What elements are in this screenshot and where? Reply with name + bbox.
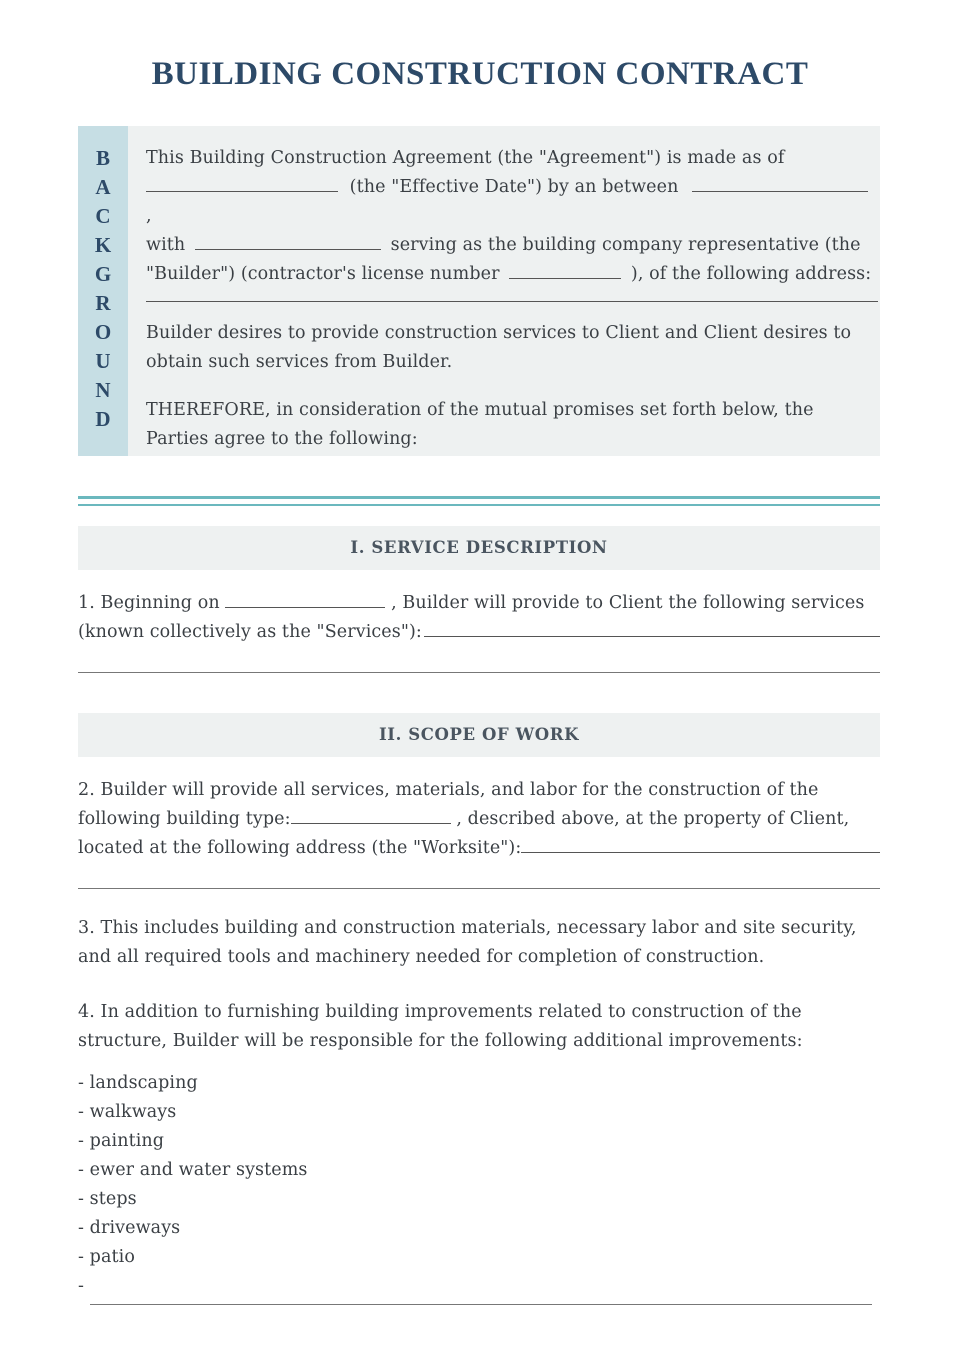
list-item: - steps xyxy=(78,1189,137,1209)
side-letter: D xyxy=(95,407,111,431)
background-side-label xyxy=(78,126,128,456)
list-item: - xyxy=(78,1276,85,1296)
side-letter: O xyxy=(94,320,112,344)
scope-paragraph-4: 4. In addition to furnishing building improvements related to construction of the structure, Builder will be responsible for the following additional improvements: xyxy=(78,1002,803,1051)
party-blank xyxy=(692,173,868,192)
side-letter: C xyxy=(95,204,111,228)
intro-paragraph-3: THEREFORE, in consideration of the mutual promises set forth below, the Parties agree to the following: xyxy=(146,400,814,449)
list-item: - patio xyxy=(78,1247,135,1267)
side-letter: G xyxy=(94,262,112,286)
text: 1. Beginning on xyxy=(78,593,220,613)
text: located at the following address (the "Worksite"): xyxy=(78,838,522,858)
services-blank xyxy=(424,618,880,637)
side-letter: K xyxy=(94,233,112,257)
effective-date-blank xyxy=(146,173,338,192)
intro-line-1: This Building Construction Agreement (the "Agreement") is made as of xyxy=(146,148,785,168)
intro-line-2 xyxy=(146,173,878,231)
start-date-blank xyxy=(225,589,385,608)
background-section xyxy=(78,126,880,456)
intro-line-3 xyxy=(146,231,878,260)
address-blank xyxy=(146,289,878,302)
text: following building type: xyxy=(78,809,291,829)
intro-paragraph-2: Builder desires to provide construction services to Client and Client desires to obtain such services from Builder. xyxy=(146,323,852,372)
comma: , xyxy=(146,206,152,226)
improvements-list xyxy=(78,1069,880,1301)
intro-text: (the "Effective Date") by an between xyxy=(349,177,679,197)
side-letter: U xyxy=(95,349,111,373)
text: 2. Builder will provide all services, materials, and labor for the construction of the xyxy=(78,780,819,800)
worksite-blank xyxy=(521,834,880,853)
intro-text: with xyxy=(146,235,186,255)
side-letter: R xyxy=(95,291,111,315)
intro-text: serving as the building company representative (the xyxy=(390,235,861,255)
side-letter: B xyxy=(95,146,110,170)
divider-line xyxy=(78,496,880,499)
text: , Builder will provide to Client the following services xyxy=(391,593,865,613)
license-number-blank xyxy=(509,260,621,279)
list-item: - landscaping xyxy=(78,1073,198,1093)
intro-text: ), of the following address: xyxy=(630,264,872,284)
list-item: - ewer and water systems xyxy=(78,1160,308,1180)
scope-paragraph-3: 3. This includes building and construction materials, necessary labor and site security, and all required tools and machinery needed for completion of construction. xyxy=(78,918,857,967)
other-improvement-blank xyxy=(90,1304,872,1305)
services-blank-line-2 xyxy=(78,672,880,673)
document-title: BUILDING CONSTRUCTION CONTRACT xyxy=(151,56,809,92)
divider-line xyxy=(78,504,880,506)
intro-line-4 xyxy=(146,260,878,289)
side-letter: N xyxy=(95,378,111,402)
list-item: - walkways xyxy=(78,1102,177,1122)
scope-paragraph-2 xyxy=(78,776,880,863)
worksite-blank-line-2 xyxy=(78,888,880,889)
section-heading-service-description: I. SERVICE DESCRIPTION xyxy=(78,526,880,570)
list-item: - painting xyxy=(78,1131,165,1151)
text: , described above, at the property of Client, xyxy=(456,809,850,829)
intro-text: "Builder") (contractor's license number xyxy=(146,264,500,284)
representative-blank xyxy=(195,231,381,250)
building-type-blank xyxy=(291,805,451,824)
side-letter: A xyxy=(95,175,111,199)
list-item: - driveways xyxy=(78,1218,181,1238)
section-heading-scope-of-work: II. SCOPE OF WORK xyxy=(78,713,880,757)
service-paragraph xyxy=(78,589,880,647)
text: (known collectively as the "Services"): xyxy=(78,622,422,642)
